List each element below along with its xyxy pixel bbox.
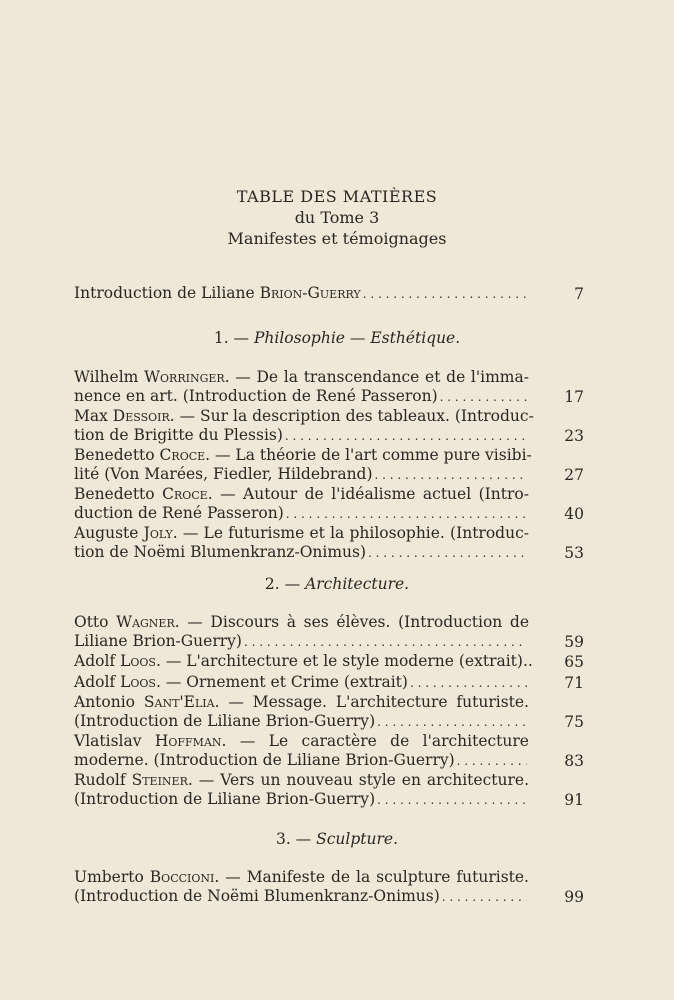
- page-number: 27: [564, 465, 584, 484]
- page-number: 53: [564, 543, 584, 562]
- author-surname: Joly: [143, 524, 173, 542]
- leader-dots: [457, 751, 527, 771]
- page-number: 59: [564, 632, 584, 651]
- volume-subtitle: Manifestes et témoignages: [227, 229, 447, 248]
- leader-dots: [363, 284, 527, 304]
- entry-title-part: . — Autour de l'idéalisme actuel (Intro-: [207, 485, 529, 503]
- entry-title-end: lité (Von Marées, Fiedler, Hildebrand): [74, 464, 373, 483]
- leader-dots: [286, 504, 527, 524]
- entry-title-end: Liliane Brion-Guerry): [74, 631, 242, 650]
- entry-first-line: [74, 613, 529, 632]
- section-1-entries: [74, 368, 584, 563]
- entry-title-end: moderne. (Introduction de Liliane Brion-Guerry): [74, 750, 455, 769]
- page-number: 83: [564, 751, 584, 770]
- intro-text: Introduction de Liliane: [74, 284, 260, 302]
- author-surname: Sant'Elia: [143, 693, 215, 711]
- section-heading-3: [0, 830, 674, 848]
- entry-title-part: . — Message. L'architecture futuriste.: [214, 693, 529, 711]
- page-number: 99: [564, 887, 584, 906]
- author-first-name: Antonio: [74, 693, 136, 711]
- leader-dots: [442, 887, 527, 907]
- entry-title-end: tion de Noëmi Blumenkranz-Onimus): [74, 542, 367, 561]
- author-first-name: Wilhelm: [74, 368, 139, 386]
- leader-dots: [377, 790, 527, 810]
- entry-title-part: . — De la transcendance et de l'imma-: [224, 368, 529, 386]
- entry-first-line: [74, 732, 529, 751]
- entry-title-end: nence en art. (Introduction de René Passeron): [74, 386, 438, 405]
- intro-author: Brion-Guerry: [259, 284, 361, 302]
- leader-dots: [410, 673, 527, 693]
- entry-title-end: duction de René Passeron): [74, 503, 284, 522]
- author-surname: Hoffman: [154, 732, 222, 750]
- toc-entry: [74, 771, 584, 809]
- page-number: 7: [574, 285, 584, 303]
- author-first-name: Max: [74, 407, 108, 425]
- entry-title-part: . — Le futurisme et la philosophie. (Introduc-: [172, 524, 529, 542]
- author-first-name: Auguste: [74, 524, 139, 542]
- entry-title-end: . — Ornement et Crime (extrait): [155, 672, 408, 691]
- entry-title-part: . — Sur la description des tableaux. (Introduc-: [169, 407, 534, 425]
- page-number: 71: [564, 673, 584, 692]
- author-surname: Worringer: [144, 368, 225, 386]
- author-surname: Loos: [120, 652, 156, 670]
- toc-entry: [74, 673, 584, 693]
- section-heading-1: [0, 329, 674, 347]
- entry-title-end: (Introduction de Liliane Brion-Guerry): [74, 789, 376, 808]
- toc-entry: [74, 732, 584, 770]
- entry-first-line: [74, 693, 529, 712]
- author-first-name: Rudolf: [74, 771, 126, 789]
- entry-title-end: . — L'architecture et le style moderne (extrait)..: [155, 652, 533, 670]
- toc-entry: [74, 652, 584, 672]
- author-surname: Loos: [120, 672, 156, 691]
- entry-title-part: . — Discours à ses élèves. (Introduction de: [174, 613, 529, 631]
- author-first-name: Benedetto: [74, 446, 155, 464]
- leader-dots: [440, 387, 527, 407]
- entry-title-part: . — La théorie de l'art comme pure visibi-: [205, 446, 532, 464]
- page-number: 75: [564, 712, 584, 731]
- entry-first-line: [74, 407, 534, 426]
- entry-first-line: [74, 868, 529, 887]
- author-first-name: Adolf: [74, 672, 116, 691]
- entry-title-part: . — Le caractère de l'architecture: [221, 732, 529, 750]
- section-number: 3. —: [275, 830, 312, 848]
- entry-title-part: . — Vers un nouveau style en architecture.: [187, 771, 529, 789]
- entry-first-line: [74, 446, 532, 465]
- leader-dots: [285, 426, 527, 446]
- toc-entry: [74, 485, 584, 523]
- entry-first-line: [74, 485, 529, 504]
- volume-label: du Tome 3: [294, 208, 380, 227]
- section-title: Sculpture.: [316, 830, 399, 848]
- author-surname: Boccioni: [149, 868, 215, 886]
- section-title: Philosophie — Esthétique.: [253, 329, 461, 347]
- section-heading-2: [0, 575, 674, 593]
- leader-dots: [375, 465, 527, 485]
- toc-entry: [74, 868, 584, 906]
- toc-entry: [74, 524, 584, 562]
- author-first-name: Umberto: [74, 868, 144, 886]
- page-number: 23: [564, 426, 584, 445]
- toc-entry: [74, 693, 584, 731]
- section-number: 1. —: [213, 329, 250, 347]
- toc-title: TABLE DES MATIÈRES: [236, 187, 438, 206]
- section-3-entries: [74, 868, 584, 907]
- entry-title-part: . — Manifeste de la sculpture futuriste.: [214, 868, 529, 886]
- author-surname: Wagner: [116, 613, 175, 631]
- leader-dots: [368, 543, 527, 563]
- leader-dots: [244, 632, 527, 652]
- toc-entry: [74, 407, 584, 445]
- section-2-entries: [74, 613, 584, 810]
- toc-entry: [74, 613, 584, 651]
- author-surname: Steiner: [131, 771, 188, 789]
- toc-entry: [74, 446, 584, 484]
- author-surname: Dessoir: [112, 407, 170, 425]
- page-number: 65: [564, 653, 584, 671]
- page-number: 17: [564, 387, 584, 406]
- entry-title-end: tion de Brigitte du Plessis): [74, 425, 283, 444]
- page-number: 91: [564, 790, 584, 809]
- leader-dots: [377, 712, 527, 732]
- section-number: 2. —: [264, 575, 301, 593]
- entry-title-end: (Introduction de Liliane Brion-Guerry): [74, 711, 376, 730]
- entry-first-line: [74, 524, 529, 543]
- toc-entry-intro: [74, 284, 584, 304]
- author-first-name: Otto: [74, 613, 109, 631]
- section-title: Architecture.: [305, 575, 410, 593]
- author-first-name: Adolf: [74, 652, 116, 670]
- entry-first-line: [74, 368, 529, 387]
- toc-entry: [74, 368, 584, 406]
- author-first-name: Benedetto: [74, 485, 155, 503]
- entry-first-line: [74, 771, 529, 790]
- author-first-name: Vlatislav: [74, 732, 142, 750]
- toc-header: [0, 186, 674, 249]
- author-surname: Croce: [159, 446, 206, 464]
- author-surname: Croce: [162, 485, 208, 503]
- entry-title-end: (Introduction de Noëmi Blumenkranz-Onimus): [74, 886, 440, 905]
- page-number: 40: [564, 504, 584, 523]
